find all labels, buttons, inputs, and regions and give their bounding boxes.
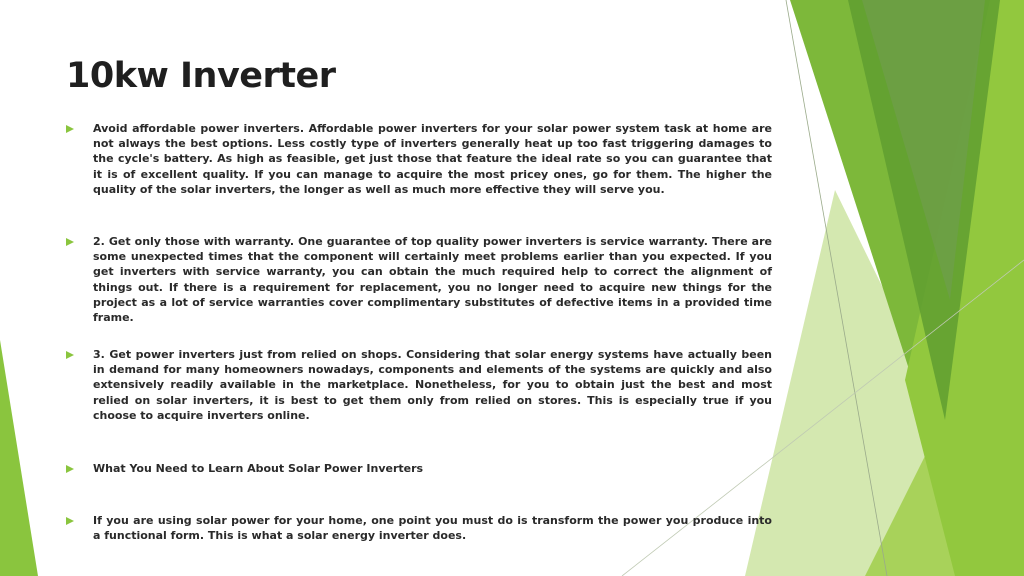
left-green-sliver — [0, 340, 38, 576]
slide-title: 10kw Inverter — [66, 56, 336, 96]
bullet-text-2: 2. Get only those with warranty. One guarantee of top quality power inverters is service warranty. There are some unexpected times that the component will certainly meet problems earlier than you expected. If you get inverters with service warranty, you can obtain the much required help to correct the alignment of things out. If there is a requirement for replacement, you no longer need to acquire new things for the project as a lot of service warranties cover complimentary substitutes of defective items in a provided time frame. — [93, 235, 772, 325]
bullet-arrow-icon — [66, 125, 74, 133]
bullet-item-2 — [66, 234, 772, 325]
bullet-arrow-icon — [66, 351, 74, 359]
bullet-item-1 — [66, 121, 772, 197]
bullet-arrow-icon — [66, 465, 74, 473]
bullet-text-3: 3. Get power inverters just from relied on shops. Considering that solar energy systems have actually been in demand for many homeowners nowadays, components and elements of the systems are quickly and also extensively readily available in the marketplace. Nonetheless, for you to obtain just the best and most relied on solar inverters, it is best to get them only from relied on stores. This is especially true if you choose to acquire inverters online. — [93, 348, 772, 422]
bullet-text-1: Avoid affordable power inverters. Affordable power inverters for your solar power system task at home are not always the best options. Less costly type of inverters generally heat up too fast triggering damages to the cycle's battery. As high as feasible, get just those that feature the ideal rate so you can guarantee that it is of excellent quality. If you can manage to acquire the most pricey ones, go for them. The higher the quality of the solar inverters, the longer as well as much more effective they will serve you. — [93, 122, 772, 196]
bullet-item-3 — [66, 347, 772, 423]
bullet-arrow-icon — [66, 238, 74, 246]
bullet-text-4: What You Need to Learn About Solar Power Inverters — [93, 462, 424, 475]
bullet-item-4 — [66, 461, 772, 476]
bullet-item-5 — [66, 513, 772, 543]
bullet-arrow-icon — [66, 517, 74, 525]
bullet-text-5: If you are using solar power for your home, one point you must do is transform the power you produce into a functional form. This is what a solar energy inverter does. — [93, 514, 772, 543]
